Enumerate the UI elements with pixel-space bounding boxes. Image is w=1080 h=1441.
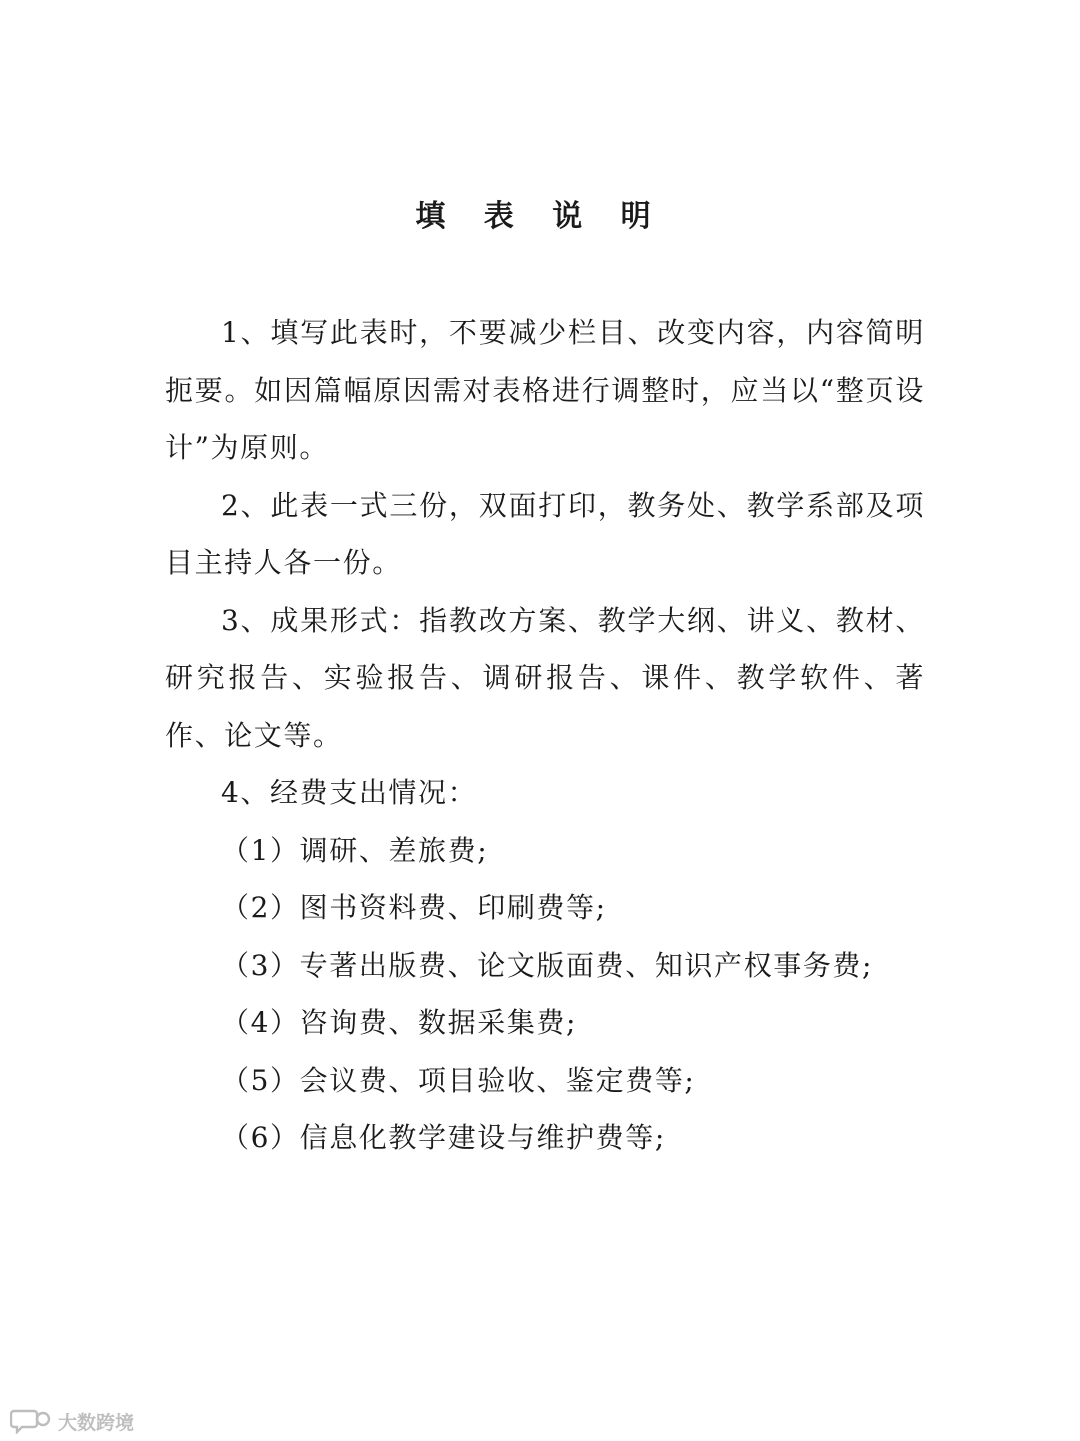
instruction-paragraph-2: 2、此表一式三份，双面打印，教务处、教学系部及项目主持人各一份。 xyxy=(165,488,925,579)
expense-item-3: （3）专著出版费、论文版面费、知识产权事务费; xyxy=(221,948,874,982)
expense-item-2: （2）图书资料费、印刷费等; xyxy=(221,891,607,924)
watermark xyxy=(10,1406,134,1436)
expense-item-5: （5）会议费、项目验收、鉴定费等; xyxy=(221,1063,696,1097)
expense-item-1: （1）调研、差旅费; xyxy=(221,833,489,867)
expense-item-6: （6）信息化教学建设与维护费等; xyxy=(221,1121,666,1154)
instruction-paragraph-1: 1、填写此表时，不要减少栏目、改变内容，内容简明扼要。如因篇幅原因需对表格进行调整时，应当以“整页设计”为原则。 xyxy=(165,316,925,464)
instructions-body xyxy=(165,304,925,1167)
expense-item-4: （4）咨询费、数据采集费; xyxy=(221,1006,578,1039)
instruction-paragraph-3: 3、成果形式：指教改方案、教学大纲、讲义、教材、研究报告、实验报告、调研报告、课件、教学软件、著作、论文等。 xyxy=(165,603,925,752)
instruction-paragraph-4: 4、经费支出情况： xyxy=(221,776,478,809)
watermark-text: 大数跨境 xyxy=(58,1411,135,1434)
page-title: 填 表 说 明 xyxy=(415,199,665,234)
chat-bubble-logo-icon xyxy=(10,1408,52,1434)
